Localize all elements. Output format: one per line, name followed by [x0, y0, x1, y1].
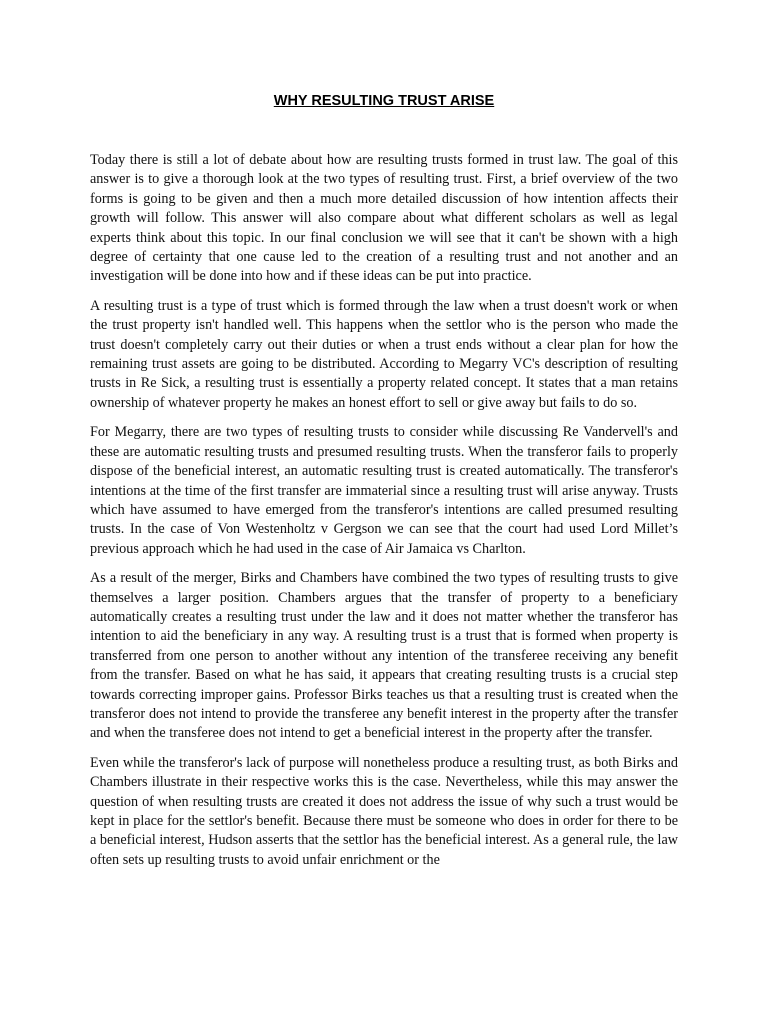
paragraph: As a result of the merger, Birks and Chambers have combined the two types of resulting trusts to give themselves a larger position. Chambers argues that the transfer of property to a beneficiary automatically creates a resulting trust under the law and it does not matter whether the transferor has intention to aid the beneficiary in any way. A resulting trust is a trust that is formed when property is transferred from one person to another without any intention of the transferee receiving any benefit from the transfer. Based on what he has said, it appears that creating resulting trusts is a crucial step towards correcting improper gains. Professor Birks teaches us that a resulting trust is created when the transferor does not intend to provide the transferee any benefit interest in the property after the transfer and when the transferee does not intend to get a beneficial interest in the property after the transfer. — [90, 570, 678, 742]
paragraph: For Megarry, there are two types of resulting trusts to consider while discussing Re Vandervell's and these are automatic resulting trusts and presumed resulting trusts. When the transferor fails to properly dispose of the beneficial interest, an automatic resulting trust is created automatically. The transferor's intentions at the time of the first transfer are immaterial since a resulting trust will arise anyway. Trusts which have assumed to have emerged from the transferor's intentions are called presumed resulting trusts. In the case of Von Westenholtz v Gergson we can see that the court had used Lord Millet’s previous approach which he had used in the case of Air Jamaica vs Charlton. — [90, 424, 678, 557]
paragraph: Today there is still a lot of debate about how are resulting trusts formed in trust law. The goal of this answer is to give a thorough look at the two types of resulting trust. First, a brief overview of the two forms is going to be given and then a much more detailed discussion of how intention affects their growth will follow. This answer will also compare about what different scholars as well as legal experts think about this topic. In our final conclusion we will see that it can't be shown with a high degree of certainty that one cause led to the creation of a resulting trust and not another and an investigation will be done into how and if these ideas can be put into practice. — [90, 152, 678, 285]
document-title: WHY RESULTING TRUST ARISE — [273, 93, 495, 109]
paragraph: Even while the transferor's lack of purpose will nonetheless produce a resulting trust, as both Birks and Chambers illustrate in their respective works this is the case. Nevertheless, while this may answer the question of when resulting trusts are created it does not address the issue of why such a trust would be kept in place for the settlor's benefit. Because there must be someone who does in order for there to be a beneficial interest, Hudson asserts that the settlor has the beneficial interest. As a general rule, the law often sets up resulting trusts to avoid unfair enrichment or the — [90, 754, 678, 868]
document-body — [90, 151, 678, 880]
paragraph: A resulting trust is a type of trust which is formed through the law when a trust doesn't work or when the trust property isn't handled well. This happens when the settlor who is the person who made the trust doesn't completely carry out their duties or when a trust ends without a clear plan for how the remaining trust assets are going to be distributed. According to Megarry VC's description of resulting trusts in Re Sick, a resulting trust is essentially a property related concept. It states that a man retains ownership of whatever property he makes an honest effort to sell or give away but fails to do so. — [90, 297, 678, 411]
